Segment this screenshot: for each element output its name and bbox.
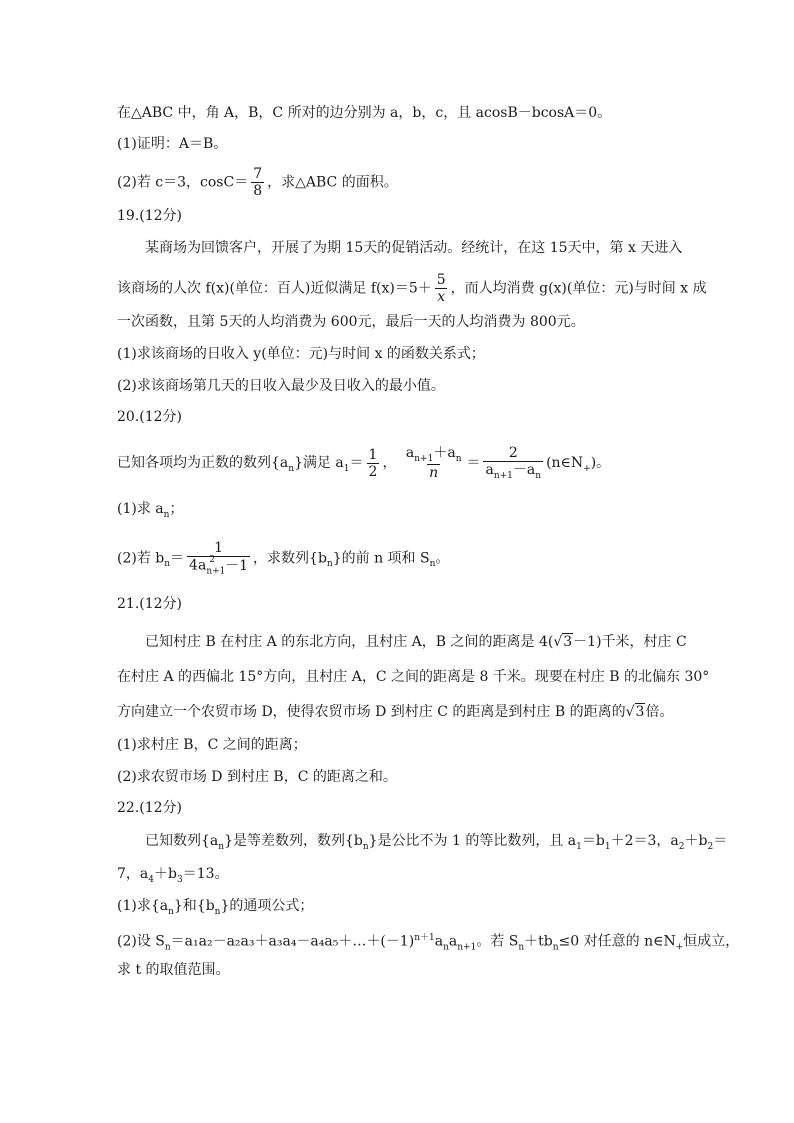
t: }是公比不为 1 的等比数列，且 a <box>368 833 577 849</box>
sub-2: 2 <box>678 841 685 852</box>
fraction-5-x <box>435 272 448 305</box>
q21-line1-post: －1)千米，村庄 C <box>573 634 687 650</box>
sub-n: n <box>164 559 171 570</box>
equals: ＝ <box>466 455 481 472</box>
sub-n: n <box>552 942 559 953</box>
frac-num: 1 <box>368 446 378 463</box>
t: ＝ <box>713 833 728 849</box>
sub-1: 1 <box>576 841 582 852</box>
t: a <box>448 933 458 950</box>
sub-n: n <box>455 453 462 464</box>
q19-part1 <box>117 343 694 365</box>
frac-num: $a_{n+1}+a_n$ <box>405 445 462 464</box>
q20-part2 <box>117 540 694 577</box>
q20-heading-text: 20.(12分) <box>117 409 183 425</box>
t: ＋b <box>154 866 177 882</box>
sub-n: n <box>218 841 225 852</box>
frac-den: x <box>437 289 446 306</box>
sub-plus: + <box>583 463 591 474</box>
sub-n: n <box>326 559 333 570</box>
sub-n-plus-1: n+1 <box>414 453 434 464</box>
t: a <box>434 933 444 950</box>
sub-1: 1 <box>343 463 350 474</box>
q22-heading <box>117 797 694 819</box>
sub-n: n <box>443 942 449 953</box>
sub-3: 3 <box>176 874 183 885</box>
q19-line2 <box>117 272 707 306</box>
sup-n-plus-1: n＋1 <box>414 933 435 943</box>
q22-part2 <box>117 927 740 958</box>
q21-line3-pre: 方向建立一个农贸市场 D，使得农贸市场 D 到村庄 C 的距离是到村庄 B 的距离的 <box>117 704 626 720</box>
q19-part2-text: (2)求该商场第几天的日收入最少及日收入的最小值。 <box>117 378 445 394</box>
frac-den: 2 <box>368 463 378 480</box>
q18-part1-text: (1)证明：A＝B。 <box>117 136 228 152</box>
sub-4: 4 <box>148 874 154 885</box>
fraction-7-8 <box>251 166 264 199</box>
q21-line2 <box>117 666 710 688</box>
q20-domain: (n∈N <box>546 455 584 472</box>
q20-part2-post1: ，求数列{b <box>253 550 327 567</box>
t: ≤0 对任意的 n∈N <box>558 933 676 950</box>
sub-plus: + <box>675 942 684 953</box>
sub-n: n <box>535 470 542 481</box>
q20-eq: ＝ <box>349 455 364 472</box>
sub-n: n <box>214 906 221 917</box>
frac-num: 2 <box>508 445 518 461</box>
den-4a: 4a <box>189 557 207 574</box>
q19-heading-text: 19.(12分) <box>117 208 183 224</box>
q21-part2 <box>117 766 694 788</box>
q20-part1-text: (1)求 a <box>117 501 164 517</box>
t: 7，a <box>117 866 149 882</box>
q21-part1-text: (1)求村庄 B，C 之间的距离； <box>117 737 307 753</box>
q22-line2 <box>117 863 694 891</box>
q19-line1-text: 某商场为回馈客户，开展了为期 15天的促销活动。经统计，在这 15天中，第 x 天进入 <box>145 240 683 256</box>
sub-1: 1 <box>604 841 611 852</box>
t: ＝a₁a₂－a₂a₃＋a₃a₄－a₄a₅＋…＋(－1) <box>170 933 415 950</box>
fraction-1-2 <box>367 447 380 480</box>
t: ＝b <box>581 833 605 849</box>
sub-n: n <box>168 906 174 917</box>
frac-num: 5 <box>436 272 446 288</box>
frac-den: $a_{n+1}-a_n$ <box>485 462 542 481</box>
sub-n: n <box>362 841 369 852</box>
t: ＋b <box>684 833 708 849</box>
q22-part1 <box>117 895 694 923</box>
sub-n: n <box>163 509 170 520</box>
q20-heading <box>117 406 694 428</box>
q20-part2-pre: (2)若 b <box>117 550 165 567</box>
q20-part1 <box>117 498 694 526</box>
t: }的通项公式； <box>220 898 314 914</box>
sup-2: 2 <box>209 555 216 566</box>
radicand: 3 <box>563 634 573 650</box>
q19-line2-post: ，而人均消费 g(x)(单位：元)与时间 x 成 <box>450 280 707 297</box>
sqrt-icon: √ <box>553 634 563 650</box>
q21-line3-post: 倍。 <box>645 704 674 720</box>
frac-num: 1 <box>214 540 223 556</box>
q21-part1 <box>117 734 694 756</box>
q19-line3 <box>117 311 694 333</box>
t: (2)设 S <box>117 933 165 950</box>
plus: ＋ <box>433 445 448 461</box>
t: (1)求{a <box>117 898 169 914</box>
sub-n: n <box>518 942 525 953</box>
sub-n: n <box>164 942 171 953</box>
q20-part2-post3: 。 <box>435 550 450 567</box>
q22-line3 <box>117 959 694 981</box>
q19-line1 <box>145 237 694 259</box>
q19-line2-pre: 该商场的人次 f(x)(单位：百人)近似满足 f(x)＝5＋ <box>117 280 432 297</box>
sqrt-3 <box>626 701 646 723</box>
frac-den: 8 <box>253 183 263 200</box>
sub-2: 2 <box>707 841 714 852</box>
sub-n-plus-1: n+1 <box>493 470 513 481</box>
sqrt-3 <box>553 631 573 653</box>
sub-n: n <box>288 463 295 474</box>
sub-n: n <box>429 559 436 570</box>
fraction-recurrence-rhs <box>483 445 543 481</box>
q22-line1 <box>145 830 728 858</box>
q20-end: )。 <box>590 455 611 472</box>
q20-part2-post2: }的前 n 项和 S <box>332 550 430 567</box>
t: ＝13。 <box>182 866 229 882</box>
fraction-bn <box>187 540 250 577</box>
t: ＋tb <box>524 933 553 950</box>
t: }和{b <box>173 898 215 914</box>
equals: ＝ <box>170 550 185 567</box>
q21-line1-pre: 已知村庄 B 在村庄 A 的东北方向，且村庄 A，B 之间的距离是 4( <box>145 634 554 650</box>
q20-stem-b: }满足 a <box>294 455 344 472</box>
q21-line2-text: 在村庄 A 的西偏北 15°方向，且村庄 A，C 之间的距离是 8 千米。现要在村庄 B 的北偏东 30° <box>117 669 710 685</box>
q21-part2-text: (2)求农贸市场 D 到村庄 B，C 的距离之和。 <box>117 769 397 785</box>
sub-n-plus-1: n+1 <box>457 942 477 953</box>
fraction-recurrence-lhs <box>404 445 464 481</box>
q21-heading <box>117 593 694 615</box>
sub-n-plus-1: n+1 <box>206 566 226 577</box>
q20-comma: ， <box>382 455 397 472</box>
radicand: 3 <box>635 704 645 720</box>
t: 已知数列{a <box>145 833 219 849</box>
q19-part1-text: (1)求该商场的日收入 y(单位：元)与时间 x 的函数关系式； <box>117 346 485 362</box>
frac-den <box>187 556 250 577</box>
den-minus-1: －1 <box>225 557 249 574</box>
minus: － <box>512 462 527 479</box>
frac-num: 7 <box>253 166 263 182</box>
sqrt-icon: √ <box>625 704 635 720</box>
q20-stem-a: 已知各项均为正数的数列{a <box>117 455 289 472</box>
q19-heading <box>117 205 694 227</box>
t: ＋2＝3，a <box>610 833 679 849</box>
q21-line1 <box>145 631 694 653</box>
q21-line3 <box>117 701 694 723</box>
q21-heading-text: 21.(12分) <box>117 596 183 612</box>
q19-line3-text: 一次函数，且第 5天的人均消费为 600元，最后一天的人均消费为 800元。 <box>117 314 585 330</box>
frac-den: n <box>429 465 439 482</box>
q20-stem <box>117 445 694 481</box>
q18-stem-text: 在△ABC 中，角 A，B，C 所对的边分别为 a，b，c，且 acosB－bcosA＝0。 <box>117 105 612 121</box>
t: 。若 S <box>476 933 519 950</box>
q18-part2-pre: (2)若 c＝3，cosC＝ <box>117 174 249 191</box>
q22-line3-text: 求 t 的取值范围。 <box>117 962 230 978</box>
q18-part1 <box>117 133 694 155</box>
q19-part2 <box>117 375 694 397</box>
t: 恒成立， <box>683 933 740 950</box>
q18-part2 <box>117 166 694 199</box>
q18-stem <box>117 102 694 124</box>
q22-heading-text: 22.(12分) <box>117 800 183 816</box>
q18-part2-post: ，求△ABC 的面积。 <box>267 174 398 191</box>
t: }是等差数列，数列{b <box>224 833 363 849</box>
q20-part1-end: ； <box>169 501 184 517</box>
